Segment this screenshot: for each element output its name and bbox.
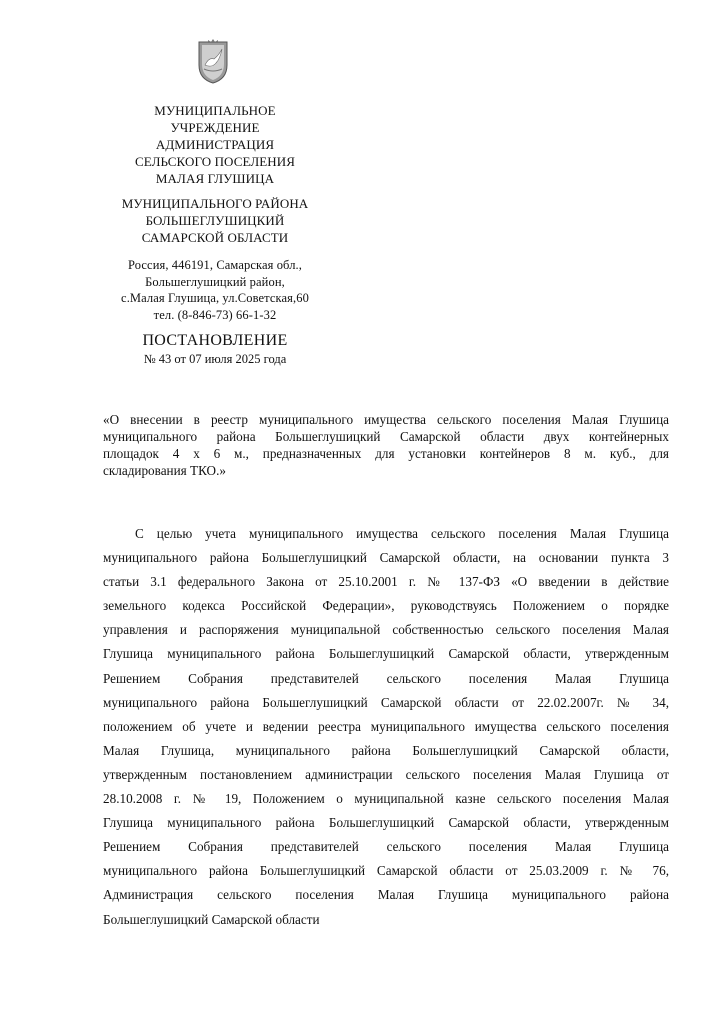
body-line: утвержденным постановлением администрации сельского поселения Малая Глушица от xyxy=(103,766,669,782)
district-name xyxy=(95,195,335,246)
decree-number: № 43 от 07 июля 2025 года xyxy=(143,352,287,366)
body-line: 28.10.2008 г. № 19, Положением о муниципальной казне сельского поселения Малая xyxy=(103,791,669,807)
address-line: Россия, 446191, Самарская обл., xyxy=(128,258,302,272)
district-line: МУНИЦИПАЛЬНОГО РАЙОНА xyxy=(121,196,309,211)
subject-line: складирования ТКО.» xyxy=(103,463,226,478)
body-line: Глушица муниципального района Большеглушицкий Самарской области, утвержденным xyxy=(103,646,669,662)
decree-subject xyxy=(103,411,669,479)
decree-title: ПОСТАНОВЛЕНИЕ xyxy=(142,332,288,349)
body-line: Администрация сельского поселения Малая Глушица муниципального района xyxy=(103,887,669,903)
body-line: статьи 3.1 федерального Закона от 25.10.2001 г. № 137-ФЗ «О введении в действие xyxy=(103,574,669,590)
body-line: Глушица муниципального района Большеглушицкий Самарской области, утвержденным xyxy=(103,815,669,831)
org-line: СЕЛЬСКОГО ПОСЕЛЕНИЯ xyxy=(134,154,296,169)
body-line: управления и распоряжения муниципальной собственностью сельского поселения Малая xyxy=(103,622,669,638)
address-line: Большеглушицкий район, xyxy=(145,274,285,289)
org-line: УЧРЕЖДЕНИЕ xyxy=(170,120,260,135)
org-line: МУНИЦИПАЛЬНОЕ xyxy=(154,103,276,118)
body-line: Большеглушицкий Самарской области xyxy=(103,911,320,927)
address-line: тел. (8-846-73) 66-1-32 xyxy=(153,307,277,322)
body-line: муниципального района Большеглушицкий Самарской области, на основании пункта 3 xyxy=(103,550,669,566)
organization-name xyxy=(95,102,335,187)
district-line: САМАРСКОЙ ОБЛАСТИ xyxy=(141,230,289,245)
body-line: муниципального района Большеглушицкий Самарской области от 25.03.2009 г. № 76, xyxy=(103,863,669,879)
body-line: земельного кодекса Российской Федерации», руководствуясь Положением о порядке xyxy=(103,598,669,614)
subject-line: площадок 4 х 6 м., предназначенных для установки контейнеров 8 м. куб., для xyxy=(103,446,669,461)
samara-region-coat-of-arms-icon xyxy=(193,39,233,85)
body-line: Решением Собрания представителей сельского поселения Малая Глушица xyxy=(103,839,669,855)
subject-line: «О внесении в реестр муниципального имущества сельского поселения Малая Глушица xyxy=(103,412,669,427)
body-line: положением об учете и ведении реестра муниципального имущества сельского поселения xyxy=(103,718,669,734)
subject-line: муниципального района Большеглушицкий Самарской области двух контейнерных xyxy=(103,429,669,444)
body-line: Малая Глушица, муниципального района Большеглушицкий Самарской области, xyxy=(103,742,669,758)
body-line: муниципального района Большеглушицкий Самарской области от 22.02.2007г. № 34, xyxy=(103,694,669,710)
address-block xyxy=(95,257,335,323)
district-line: БОЛЬШЕГЛУШИЦКИЙ xyxy=(145,213,285,228)
org-line: МАЛАЯ ГЛУШИЦА xyxy=(155,171,275,186)
body-line: Решением Собрания представителей сельского поселения Малая Глушица xyxy=(103,670,669,686)
org-line: АДМИНИСТРАЦИЯ xyxy=(155,137,275,152)
body-line: С целью учета муниципального имущества сельского поселения Малая Глушица xyxy=(135,526,669,541)
address-line: с.Малая Глушица, ул.Советская,60 xyxy=(121,291,309,305)
decree-body-paragraph xyxy=(103,522,669,932)
